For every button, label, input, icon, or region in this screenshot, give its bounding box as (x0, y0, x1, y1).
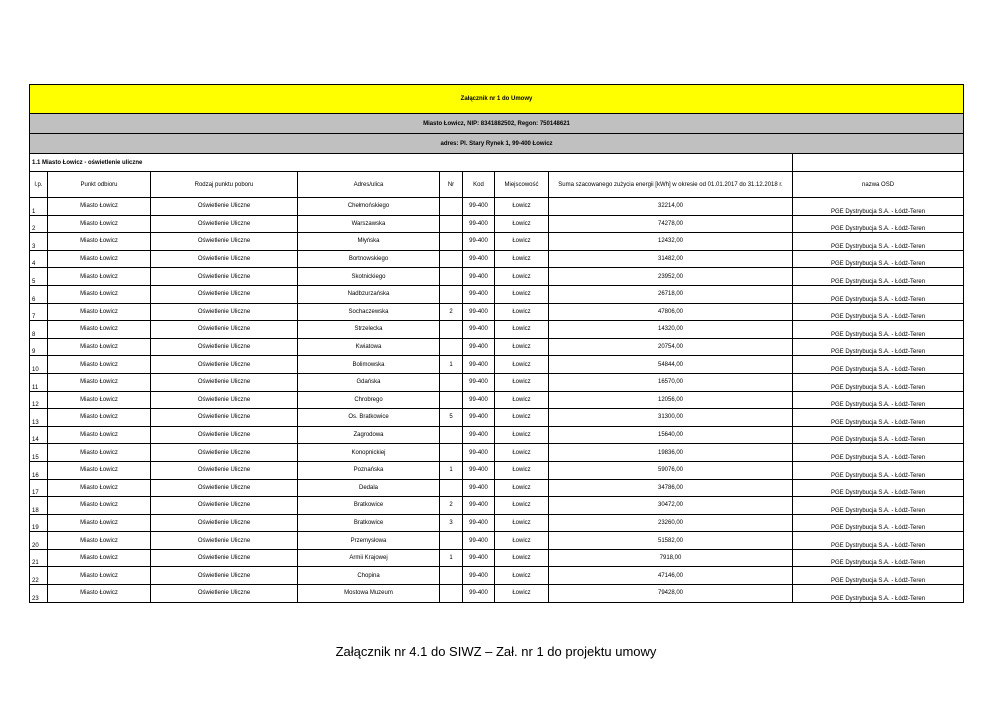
cell-adres: Bolimowska (298, 356, 440, 374)
cell-nr (440, 285, 463, 303)
cell-nr: 2 (440, 497, 463, 515)
cell-osd: PGE Dystrybucja S.A. - Łódź-Teren (793, 444, 964, 462)
header-miejscowosc: Miejscowość (495, 172, 549, 198)
header-adres: Adres/ulica (298, 172, 440, 198)
cell-nr: 5 (440, 409, 463, 427)
table-row (30, 285, 964, 303)
cell-zuzycie: 7918,00 (549, 549, 793, 567)
cell-kod: 99-400 (463, 461, 495, 479)
cell-miejscowosc: Łowicz (495, 532, 549, 550)
cell-osd: PGE Dystrybucja S.A. - Łódź-Teren (793, 250, 964, 268)
table-row (30, 585, 964, 603)
cell-punkt-odbioru: Miasto Łowicz (48, 585, 151, 603)
cell-zuzycie: 14320,00 (549, 321, 793, 339)
cell-zuzycie: 31482,00 (549, 250, 793, 268)
cell-lp: 19 (30, 514, 48, 532)
cell-lp: 22 (30, 567, 48, 585)
cell-zuzycie: 20754,00 (549, 338, 793, 356)
cell-nr (440, 532, 463, 550)
cell-adres: Młyńska (298, 233, 440, 251)
cell-osd: PGE Dystrybucja S.A. - Łódź-Teren (793, 391, 964, 409)
table-row (30, 338, 964, 356)
cell-osd: PGE Dystrybucja S.A. - Łódź-Teren (793, 461, 964, 479)
cell-rodzaj: Oświetlenie Uliczne (151, 303, 298, 321)
cell-miejscowosc: Łowicz (495, 514, 549, 532)
cell-punkt-odbioru: Miasto Łowicz (48, 409, 151, 427)
cell-adres: Mostowa Muzeum (298, 585, 440, 603)
table-row (30, 268, 964, 286)
cell-rodzaj: Oświetlenie Uliczne (151, 532, 298, 550)
cell-kod: 99-400 (463, 268, 495, 286)
cell-punkt-odbioru: Miasto Łowicz (48, 497, 151, 515)
cell-miejscowosc: Łowicz (495, 444, 549, 462)
cell-kod: 99-400 (463, 215, 495, 233)
cell-miejscowosc: Łowicz (495, 303, 549, 321)
cell-kod: 99-400 (463, 532, 495, 550)
cell-nr (440, 268, 463, 286)
cell-adres: Poznańska (298, 461, 440, 479)
cell-osd: PGE Dystrybucja S.A. - Łódź-Teren (793, 285, 964, 303)
cell-zuzycie: 34786,00 (549, 479, 793, 497)
cell-nr (440, 585, 463, 603)
cell-osd: PGE Dystrybucja S.A. - Łódź-Teren (793, 198, 964, 216)
cell-miejscowosc: Łowicz (495, 567, 549, 585)
cell-punkt-odbioru: Miasto Łowicz (48, 391, 151, 409)
cell-rodzaj: Oświetlenie Uliczne (151, 444, 298, 462)
footer-caption: Załącznik nr 4.1 do SIWZ – Zał. nr 1 do projektu umowy (335, 644, 657, 659)
cell-punkt-odbioru: Miasto Łowicz (48, 373, 151, 391)
cell-miejscowosc: Łowicz (495, 198, 549, 216)
cell-miejscowosc: Łowicz (495, 356, 549, 374)
cell-kod: 99-400 (463, 250, 495, 268)
cell-punkt-odbioru: Miasto Łowicz (48, 303, 151, 321)
cell-lp: 16 (30, 461, 48, 479)
cell-punkt-odbioru: Miasto Łowicz (48, 426, 151, 444)
cell-nr (440, 233, 463, 251)
cell-lp: 23 (30, 585, 48, 603)
table-row (30, 391, 964, 409)
cell-lp: 2 (30, 215, 48, 233)
cell-kod: 99-400 (463, 514, 495, 532)
cell-adres: Bratkowice (298, 514, 440, 532)
header-punkt-odbioru: Punkt odbioru (48, 172, 151, 198)
cell-punkt-odbioru: Miasto Łowicz (48, 461, 151, 479)
cell-kod: 99-400 (463, 303, 495, 321)
cell-adres: Armii Krajowej (298, 549, 440, 567)
cell-zuzycie: 23952,00 (549, 268, 793, 286)
cell-zuzycie: 12432,00 (549, 233, 793, 251)
cell-kod: 99-400 (463, 233, 495, 251)
cell-osd: PGE Dystrybucja S.A. - Łódź-Teren (793, 373, 964, 391)
cell-rodzaj: Oświetlenie Uliczne (151, 549, 298, 567)
table-row (30, 444, 964, 462)
cell-adres: Bratkowice (298, 497, 440, 515)
cell-lp: 11 (30, 373, 48, 391)
table-row (30, 250, 964, 268)
cell-zuzycie: 30472,00 (549, 497, 793, 515)
cell-nr (440, 215, 463, 233)
cell-zuzycie: 51582,00 (549, 532, 793, 550)
cell-nr (440, 426, 463, 444)
cell-osd: PGE Dystrybucja S.A. - Łódź-Teren (793, 268, 964, 286)
cell-rodzaj: Oświetlenie Uliczne (151, 233, 298, 251)
cell-kod: 99-400 (463, 444, 495, 462)
document-title: Załącznik nr 1 do Umowy (30, 85, 964, 114)
cell-miejscowosc: Łowicz (495, 549, 549, 567)
cell-zuzycie: 32214,00 (549, 198, 793, 216)
cell-lp: 20 (30, 532, 48, 550)
cell-adres: Konopnickiej (298, 444, 440, 462)
cell-kod: 99-400 (463, 409, 495, 427)
company-info: Miasto Łowicz, NIP: 8341882502, Regon: 750148621 (30, 114, 964, 134)
header-kod: Kod (463, 172, 495, 198)
cell-nr (440, 567, 463, 585)
cell-adres: Strzelecka (298, 321, 440, 339)
company-address: adres: Pl. Stary Rynek 1, 99-400 Łowicz (30, 134, 964, 154)
cell-miejscowosc: Łowicz (495, 426, 549, 444)
cell-rodzaj: Oświetlenie Uliczne (151, 373, 298, 391)
cell-osd: PGE Dystrybucja S.A. - Łódź-Teren (793, 514, 964, 532)
cell-osd: PGE Dystrybucja S.A. - Łódź-Teren (793, 321, 964, 339)
cell-lp: 6 (30, 285, 48, 303)
section-empty-cell (793, 154, 964, 172)
cell-kod: 99-400 (463, 338, 495, 356)
cell-rodzaj: Oświetlenie Uliczne (151, 285, 298, 303)
cell-kod: 99-400 (463, 497, 495, 515)
cell-kod: 99-400 (463, 567, 495, 585)
cell-adres: Gdańska (298, 373, 440, 391)
cell-miejscowosc: Łowicz (495, 391, 549, 409)
cell-punkt-odbioru: Miasto Łowicz (48, 444, 151, 462)
header-zuzycie: Suma szacowanego zużycia energii [kWh] w okresie od 01.01.2017 do 31.12.2018 r. (549, 172, 793, 198)
cell-adres: Os. Bratkowice (298, 409, 440, 427)
cell-punkt-odbioru: Miasto Łowicz (48, 338, 151, 356)
cell-punkt-odbioru: Miasto Łowicz (48, 356, 151, 374)
cell-zuzycie: 19836,00 (549, 444, 793, 462)
cell-punkt-odbioru: Miasto Łowicz (48, 321, 151, 339)
cell-miejscowosc: Łowicz (495, 233, 549, 251)
cell-rodzaj: Oświetlenie Uliczne (151, 461, 298, 479)
cell-punkt-odbioru: Miasto Łowicz (48, 567, 151, 585)
cell-punkt-odbioru: Miasto Łowicz (48, 250, 151, 268)
cell-lp: 17 (30, 479, 48, 497)
cell-osd: PGE Dystrybucja S.A. - Łódź-Teren (793, 549, 964, 567)
cell-kod: 99-400 (463, 373, 495, 391)
cell-adres: Sochaczewska (298, 303, 440, 321)
cell-lp: 4 (30, 250, 48, 268)
cell-nr (440, 373, 463, 391)
header-nr: Nr (440, 172, 463, 198)
table-row (30, 532, 964, 550)
cell-osd: PGE Dystrybucja S.A. - Łódź-Teren (793, 215, 964, 233)
cell-rodzaj: Oświetlenie Uliczne (151, 198, 298, 216)
table-row (30, 567, 964, 585)
cell-nr: 1 (440, 461, 463, 479)
cell-miejscowosc: Łowicz (495, 250, 549, 268)
cell-lp: 5 (30, 268, 48, 286)
cell-osd: PGE Dystrybucja S.A. - Łódź-Teren (793, 233, 964, 251)
table-row (30, 549, 964, 567)
cell-adres: Skotnickiego (298, 268, 440, 286)
cell-miejscowosc: Łowicz (495, 321, 549, 339)
cell-punkt-odbioru: Miasto Łowicz (48, 233, 151, 251)
cell-lp: 13 (30, 409, 48, 427)
cell-kod: 99-400 (463, 479, 495, 497)
header-rodzaj: Rodzaj punktu poboru (151, 172, 298, 198)
cell-lp: 9 (30, 338, 48, 356)
cell-nr (440, 198, 463, 216)
cell-rodzaj: Oświetlenie Uliczne (151, 426, 298, 444)
cell-nr: 1 (440, 356, 463, 374)
cell-punkt-odbioru: Miasto Łowicz (48, 215, 151, 233)
table-row (30, 198, 964, 216)
table-row (30, 461, 964, 479)
cell-kod: 99-400 (463, 198, 495, 216)
cell-adres: Bortnowskiego (298, 250, 440, 268)
cell-osd: PGE Dystrybucja S.A. - Łódź-Teren (793, 303, 964, 321)
table-row (30, 409, 964, 427)
cell-rodzaj: Oświetlenie Uliczne (151, 497, 298, 515)
cell-miejscowosc: Łowicz (495, 461, 549, 479)
cell-rodzaj: Oświetlenie Uliczne (151, 585, 298, 603)
cell-osd: PGE Dystrybucja S.A. - Łódź-Teren (793, 532, 964, 550)
cell-kod: 99-400 (463, 549, 495, 567)
cell-nr: 3 (440, 514, 463, 532)
cell-rodzaj: Oświetlenie Uliczne (151, 338, 298, 356)
cell-miejscowosc: Łowicz (495, 497, 549, 515)
cell-osd: PGE Dystrybucja S.A. - Łódź-Teren (793, 567, 964, 585)
cell-zuzycie: 15640,00 (549, 426, 793, 444)
cell-miejscowosc: Łowicz (495, 268, 549, 286)
cell-rodzaj: Oświetlenie Uliczne (151, 250, 298, 268)
cell-nr: 2 (440, 303, 463, 321)
table-row (30, 356, 964, 374)
cell-rodzaj: Oświetlenie Uliczne (151, 321, 298, 339)
cell-punkt-odbioru: Miasto Łowicz (48, 479, 151, 497)
cell-kod: 99-400 (463, 585, 495, 603)
cell-adres: Chełmońskiego (298, 198, 440, 216)
cell-lp: 15 (30, 444, 48, 462)
cell-lp: 12 (30, 391, 48, 409)
cell-lp: 7 (30, 303, 48, 321)
cell-lp: 21 (30, 549, 48, 567)
section-heading: 1.1 Miasto Łowicz - oświetlenie uliczne (30, 154, 793, 172)
cell-adres: Zagrodowa (298, 426, 440, 444)
cell-kod: 99-400 (463, 321, 495, 339)
cell-kod: 99-400 (463, 426, 495, 444)
table-header-row (30, 172, 964, 198)
table-row (30, 303, 964, 321)
cell-punkt-odbioru: Miasto Łowicz (48, 285, 151, 303)
header-osd: nazwa OSD (793, 172, 964, 198)
cell-rodzaj: Oświetlenie Uliczne (151, 514, 298, 532)
cell-zuzycie: 74278,00 (549, 215, 793, 233)
cell-rodzaj: Oświetlenie Uliczne (151, 215, 298, 233)
cell-miejscowosc: Łowicz (495, 215, 549, 233)
cell-kod: 99-400 (463, 285, 495, 303)
cell-zuzycie: 16570,00 (549, 373, 793, 391)
cell-rodzaj: Oświetlenie Uliczne (151, 268, 298, 286)
cell-punkt-odbioru: Miasto Łowicz (48, 549, 151, 567)
cell-nr (440, 321, 463, 339)
cell-miejscowosc: Łowicz (495, 338, 549, 356)
cell-zuzycie: 54844,00 (549, 356, 793, 374)
cell-miejscowosc: Łowicz (495, 479, 549, 497)
table-row (30, 321, 964, 339)
cell-kod: 99-400 (463, 391, 495, 409)
cell-miejscowosc: Łowicz (495, 285, 549, 303)
cell-adres: Chopina (298, 567, 440, 585)
cell-adres: Dedala (298, 479, 440, 497)
cell-nr (440, 250, 463, 268)
cell-zuzycie: 47806,00 (549, 303, 793, 321)
cell-zuzycie: 47146,00 (549, 567, 793, 585)
cell-adres: Nadbzurzańska (298, 285, 440, 303)
cell-punkt-odbioru: Miasto Łowicz (48, 198, 151, 216)
cell-adres: Przemysłowa (298, 532, 440, 550)
cell-nr (440, 338, 463, 356)
header-lp: l.p. (30, 172, 48, 198)
cell-lp: 8 (30, 321, 48, 339)
cell-zuzycie: 79428,00 (549, 585, 793, 603)
cell-osd: PGE Dystrybucja S.A. - Łódź-Teren (793, 409, 964, 427)
cell-adres: Warszawska (298, 215, 440, 233)
cell-rodzaj: Oświetlenie Uliczne (151, 409, 298, 427)
cell-rodzaj: Oświetlenie Uliczne (151, 356, 298, 374)
cell-zuzycie: 23260,00 (549, 514, 793, 532)
cell-zuzycie: 31300,00 (549, 409, 793, 427)
table-row (30, 497, 964, 515)
cell-osd: PGE Dystrybucja S.A. - Łódź-Teren (793, 479, 964, 497)
cell-punkt-odbioru: Miasto Łowicz (48, 514, 151, 532)
cell-osd: PGE Dystrybucja S.A. - Łódź-Teren (793, 356, 964, 374)
cell-rodzaj: Oświetlenie Uliczne (151, 567, 298, 585)
cell-osd: PGE Dystrybucja S.A. - Łódź-Teren (793, 426, 964, 444)
table-row (30, 215, 964, 233)
table-row (30, 514, 964, 532)
cell-punkt-odbioru: Miasto Łowicz (48, 268, 151, 286)
cell-nr: 1 (440, 549, 463, 567)
table-row (30, 373, 964, 391)
cell-lp: 18 (30, 497, 48, 515)
cell-zuzycie: 26718,00 (549, 285, 793, 303)
table-row (30, 426, 964, 444)
cell-miejscowosc: Łowicz (495, 409, 549, 427)
cell-miejscowosc: Łowicz (495, 373, 549, 391)
cell-lp: 1 (30, 198, 48, 216)
cell-punkt-odbioru: Miasto Łowicz (48, 532, 151, 550)
cell-osd: PGE Dystrybucja S.A. - Łódź-Teren (793, 497, 964, 515)
cell-osd: PGE Dystrybucja S.A. - Łódź-Teren (793, 585, 964, 603)
table-row (30, 479, 964, 497)
cell-nr (440, 444, 463, 462)
cell-rodzaj: Oświetlenie Uliczne (151, 479, 298, 497)
cell-lp: 10 (30, 356, 48, 374)
cell-osd: PGE Dystrybucja S.A. - Łódź-Teren (793, 338, 964, 356)
table-row (30, 233, 964, 251)
cell-rodzaj: Oświetlenie Uliczne (151, 391, 298, 409)
cell-kod: 99-400 (463, 356, 495, 374)
cell-lp: 3 (30, 233, 48, 251)
cell-zuzycie: 59076,00 (549, 461, 793, 479)
attachment-table (29, 84, 964, 603)
cell-nr (440, 479, 463, 497)
cell-adres: Kwiatowa (298, 338, 440, 356)
cell-nr (440, 391, 463, 409)
cell-lp: 14 (30, 426, 48, 444)
cell-zuzycie: 12056,00 (549, 391, 793, 409)
cell-adres: Chrobrego (298, 391, 440, 409)
cell-miejscowosc: Łowicz (495, 585, 549, 603)
